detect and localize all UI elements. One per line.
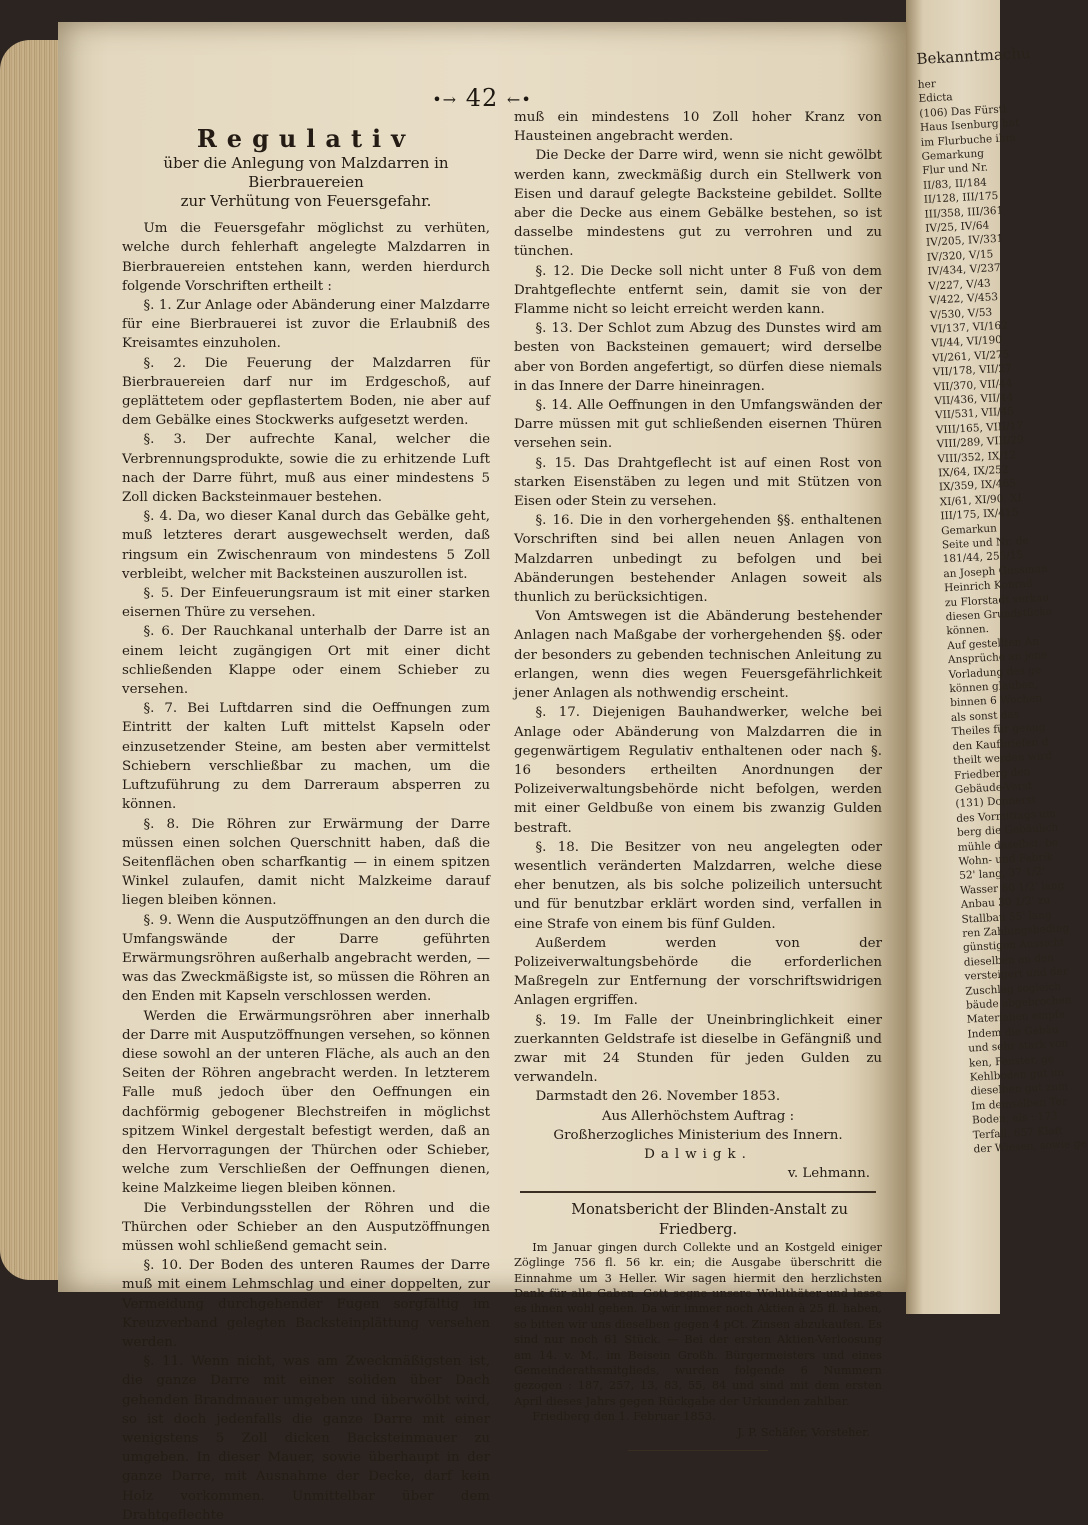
facing-page-line: den Kaufbriefen d xyxy=(952,735,1049,753)
facing-page-line: berg die Gebäulich xyxy=(956,821,1059,840)
facing-page-line: VI/261, VI/275 xyxy=(931,348,1010,365)
paragraph: §. 6. Der Rauchkanal unterhalb der Darre ist an einem leicht zugängigen Ort mit einer dicht schließenden Klappe oder einem Schieber zu versehen. xyxy=(122,624,490,698)
facing-page-line: ren Zahlungsbeding xyxy=(962,922,1070,940)
facing-page-line: IV/205, IV/331 xyxy=(925,233,1004,250)
facing-page-line: Boden, als : 173 xyxy=(971,1110,1058,1127)
right-column xyxy=(514,108,882,1451)
continuation-paragraph: muß ein mindestens 10 Zoll hoher Kranz von Hausteinen angebracht werden. xyxy=(514,110,882,145)
facing-page-heading: Bekanntmachu xyxy=(916,44,1031,68)
facing-page-line: IV/25, IV/64 xyxy=(925,219,990,235)
facing-page-line: III/358, III/361 xyxy=(924,204,1004,221)
facing-page-line: VII/436, VII/44 xyxy=(934,391,1014,408)
facing-page-line: Auf gestellten An xyxy=(946,635,1040,653)
facing-page-line: Anbau 30 1/2' zu xyxy=(960,894,1051,911)
facing-page-line: des Vormittags um xyxy=(955,807,1057,825)
facing-page-line: Seite und Nr. de xyxy=(941,534,1029,552)
authority-line-1: Aus Allerhöchstem Auftrag : xyxy=(601,1108,795,1124)
facing-page-line: Ansprüche an jene xyxy=(947,649,1048,667)
facing-page-line: Flur und Nr. xyxy=(922,161,989,178)
regulation-subtitle-1: über die Anlegung von Malzdarren in Bierbrauereien xyxy=(163,154,449,192)
facing-page-line: Gemarkun xyxy=(940,522,998,537)
facing-page-line: günstigen Aussicht xyxy=(962,936,1065,955)
regulation-subtitle-2: zur Verhütung von Feuersgefahr. xyxy=(180,192,432,211)
paragraph: §. 19. Im Falle der Uneinbringlichkeit einer zuerkannten Geldstrafe ist dieselbe in Gefängniß und zwar mit 24 Stunden für jeden Gulden zu verwandeln. xyxy=(514,1012,882,1086)
facing-page-line: her xyxy=(917,78,937,91)
facing-page-line: IX/359, IX/465 xyxy=(938,477,1017,494)
paragraph: §. 16. Die in den vorhergehenden §§. enthaltenen Vorschriften sind bei allen neuen Anlagen von Malzdarren unbedingt zu befolgen und bei Abänderungen bestehender Anlagen soweit als thunlich zu berücksichtigen. xyxy=(514,513,882,606)
paragraph: §. 17. Diejenigen Bauhandwerker, welche bei Anlage oder Abänderung von Malzdarren die in gegenwärtigem Regulativ enthaltenen oder nach §. 16 besonders ertheilten Anordnungen der Polizeiverwaltungsbehörde nicht befolgen, werden mit einer Geldbuße von einem bis zwanzig Gulden bestraft. xyxy=(514,705,882,836)
paragraph: §. 13. Der Schlot zum Abzug des Dunstes wird am besten von Backsteinen gemauert; wird derselbe aber von Borden angefertigt, so dürfen diese niemals in das Innere der Darre hineinragen. xyxy=(514,321,882,394)
facing-page-line: III/175, IX/415 xyxy=(940,506,1019,523)
facing-page-line: Zuschlag sogleich xyxy=(965,980,1062,998)
facing-page-line: V/422, V/453 xyxy=(928,291,999,307)
paragraph: Die Decke der Darre wird, wenn sie nicht gewölbt werden kann, zweckmäßig durch ein Stellwerk von Eisen und darauf gelegte Backsteine gebildet. Sollte aber die Decke aus einem Gebälke bestehen, so ist dasselbe mindestens gut zu verrohren und zu tünchen. xyxy=(514,148,882,260)
facing-page-line: Theiles für genug xyxy=(951,721,1046,739)
facing-page-line: VII/178, VII/27 xyxy=(932,362,1013,379)
paragraph: §. 18. Die Besitzer von neu angelegten oder wesentlich veränderten Malzdarren, welche diese eher benutzen, als bis solche polizeilich untersucht und für benutzbar erklärt worden sind, verfallen in eine Strafe von einem bis fünf Gulden. xyxy=(514,839,882,932)
facing-page-text xyxy=(916,44,1087,1157)
section-divider xyxy=(520,1191,876,1193)
paragraph: §. 10. Der Boden des unteren Raumes der Darre muß mit einem Lehmschlag und einer doppelten, zur Vermeidung durchgehender Fugen sorgfältig im Kreuzverband gelegten Backsteinplättung versehen werden. xyxy=(122,1258,490,1350)
regulation-title: Regulativ xyxy=(196,124,416,153)
facing-page-line: VI/137, VI/162 xyxy=(930,319,1009,336)
signer-1: Dalwigk. xyxy=(644,1146,752,1162)
paragraph: Werden die Erwärmungsröhren aber innerhalb der Darre mit Ausputzöffnungen versehen, so können diese sowohl an der unteren Fläche, als auch an den Seiten der Röhren angebracht werden. In letzterem Falle muß jedoch über den Oeffnungen ein dachförmig gebogener Blechstreifen in möglichst spitzem Winkel dergestalt befestigt werden, daß an den Hervorragungen der Thürchen oder Schieber, welche zum Verschließen der Oeffnungen dienen, keine Malzkeime liegen bleiben können. xyxy=(122,1008,490,1197)
facing-page-line: VIII/352, IX/12 xyxy=(937,448,1017,465)
facing-page-line: II/128, III/175 xyxy=(923,190,999,207)
paragraph: §. 11. Wenn nicht, was am Zweckmäßigsten ist, die ganze Darre mit einer soliden über Dach gehenden Brandmauer umgeben und überwölbt wird, so ist doch jedenfalls die ganze Darre mit einer wenigstens 5 Zoll dicken Backsteinmauer zu umgeben. In dieser Mauer, sowie überhaupt in der ganze Darre, mit Ausnahme der Decke, darf kein Holz vorkommen. Unmittelbar über dem Drahtgeflechte xyxy=(122,1354,490,1523)
facing-page-line: theilt werden wird xyxy=(952,749,1053,768)
notice-title: Monatsbericht der Blinden-Anstalt zu Friedberg. xyxy=(571,1202,848,1238)
facing-page-line: VIII/289, VIII/29 xyxy=(936,434,1025,451)
facing-page-line: ken, Fenster, ge xyxy=(968,1052,1055,1070)
notice-body xyxy=(514,1240,882,1440)
paragraph: §. 12. Die Decke soll nicht unter 8 Fuß von dem Drahtgeflechte entfernt sein, damit sie von der Flamme nicht so leicht erreicht werden kann. xyxy=(514,263,882,318)
facing-page-line: VII/370, VII/44 xyxy=(933,376,1013,394)
facing-page-line: Indem die Gebäu xyxy=(967,1023,1059,1041)
facing-page-line: IX/64, IX/252 xyxy=(937,463,1009,480)
facing-page-line: der Wiesen, sowie ge xyxy=(973,1137,1087,1156)
paragraph: §. 9. Wenn die Ausputzöffnungen an den durch die Umfangswände der Darre geführten Erwärmungsröhren außerhalb angebracht werden, — was das Zweckmäßigste ist, so müssen die Röhren an den Enden mit Kapseln verschlossen werden. xyxy=(122,912,490,1005)
facing-page-line: versteigert und der xyxy=(964,965,1069,983)
facing-page-line: Friedberg den xyxy=(953,765,1031,782)
facing-page-line: und sehr stark von xyxy=(968,1037,1069,1055)
paragraph: Die Verbindungsstellen der Röhren und die Thürchen oder Schieber an den Ausputzöffnungen müssen wohl schließend gemacht sein. xyxy=(122,1200,490,1254)
ornament-left-icon: •→ xyxy=(432,90,458,109)
facing-page-line: mühle daselbst, be xyxy=(957,836,1059,854)
facing-page-line: Terfall, 657 Klaft xyxy=(972,1124,1063,1142)
facing-page-line: dieselben gut zum xyxy=(970,1080,1069,1098)
facing-page-line: VII/531, VII/45 xyxy=(934,405,1015,422)
facing-page-line: Kehlboden gut un xyxy=(969,1066,1065,1084)
facing-page-line: Haus Isenburg hat xyxy=(919,116,1020,135)
facing-page-line: V/530, V/53 xyxy=(929,305,993,322)
page-number-value: 42 xyxy=(465,84,499,112)
facing-page-line: Wasser 60 1/2' lang xyxy=(959,879,1065,897)
paragraph: §. 8. Die Röhren zur Erwärmung der Darre müssen einen solchen Querschnitt haben, daß die Seitenflächen oben scharfkantig — in einem spitzen Winkel zulaufen, damit nicht Malzkeime darauf liegen bleiben können. xyxy=(122,816,490,909)
facing-page-line: Materialien empfe xyxy=(966,1008,1066,1027)
facing-page-line: 52' lang, 37 1/2' xyxy=(958,865,1046,883)
facing-page-line: können. xyxy=(946,623,990,638)
facing-page-line: (106) Das Fürstl. xyxy=(919,103,1010,120)
facing-page xyxy=(906,0,1087,1314)
facing-page-line: (131) Donnerst xyxy=(955,794,1037,811)
facing-page-line: Im demselben Ter xyxy=(971,1095,1068,1113)
paragraph: §. 2. Die Feuerung der Malzdarren für Bierbrauereien darf nur im Erdgeschoß, auf geplättetem oder gepflastertem Boden, nie aber auf dem Gebälke eines Stockwerks aufgesetzt werden. xyxy=(122,355,490,429)
signer-2: v. Lehmann. xyxy=(787,1166,870,1182)
facing-page-line: XI/61, XI/90, XI xyxy=(939,491,1022,509)
facing-page-line: im Flurbuche ihm xyxy=(920,131,1016,149)
facing-page-line: zu Florstadt verkau xyxy=(944,591,1050,609)
facing-page-line: Edicta xyxy=(918,91,953,106)
facing-page-line: Stallbau 55' lang xyxy=(961,908,1052,926)
end-divider xyxy=(628,1450,768,1451)
paragraph: Außerdem werden von der Polizeiverwaltungsbehörde die erforderlichen Maßregeln zur Entfernung der vorschriftswidrigen Anlagen ergriffen. xyxy=(514,935,882,1009)
facing-page-line: können glauben, xyxy=(949,678,1039,696)
facing-page-line: IV/320, V/15 xyxy=(926,248,994,264)
notice-signer: J. P. Schäfer, Vorsteher. xyxy=(737,1424,870,1439)
paragraph: §. 1. Zur Anlage oder Abänderung einer Malzdarre für eine Bierbrauerei ist zuvor die Erlaubniß des Kreisamtes einzuholen. xyxy=(122,298,490,352)
facing-page-line: bäude abgebrochen xyxy=(965,994,1072,1012)
facing-page-line: diesen Grundstücke xyxy=(945,605,1053,624)
facing-page-line: V/227, V/43 xyxy=(928,277,991,293)
facing-page-line: Wohn- und Fabrik xyxy=(958,850,1054,868)
book-page xyxy=(58,22,906,1523)
authority-line-2: Großherzogliches Ministerium des Innern. xyxy=(553,1127,843,1143)
facing-page-line: IV/434, V/237 xyxy=(927,262,1002,278)
facing-page-line: an Joseph Gussman xyxy=(943,562,1048,581)
regulation-date: Darmstadt den 26. November 1853. xyxy=(535,1089,781,1105)
paragraph: §. 5. Der Einfeuerungsraum ist mit einer starken eisernen Thüre zu versehen. xyxy=(122,586,490,621)
paragraph: §. 4. Da, wo dieser Kanal durch das Gebälke geht, muß letzteres derart ausgewechselt werden, daß ringsum ein Zwischenraum von mindestens 5 Zoll verbleibt, welcher mit Backsteinen auszurollen ist. xyxy=(122,509,490,582)
paragraph: §. 7. Bei Luftdarren sind die Oeffnungen zum Eintritt der kalten Luft mittelst Kapseln oder einzusetzender Steine, am besten aber vermittelst Schiebern verschließbar zu machen, um die Luftzuführung zu dem Darreraum absperren zu können. xyxy=(122,701,490,813)
paragraph: §. 14. Alle Oeffnungen in den Umfangswänden der Darre müssen mit gut schließenden eisernen Thüren versehen sein. xyxy=(514,398,882,452)
ornament-right-icon: ←• xyxy=(506,90,532,109)
notice-text: Im Januar gingen durch Collekte und an Kostgeld einiger Zöglinge 756 fl. 56 kr. ein; die Ausgabe überschritt die Einnahme um 3 Heller. Wir sagen hiermit den herzlichsten Dank für alle Gaben. Gott segne unsere Wohlthäter und lasse es ihnen wohl gehen. Da wir immer noch Aktien à 25 fl. haben, so bitten wir uns dieselben gegen 4 pCt. Zinsen abzukaufen. Es sind nur noch 61 Stück. — Bei der ersten Aktien-Verloosung am 14. v. M., im Beisein Großh. Bürgermeisters und eines Gemeinderathsmitglieds, wurden folgende 6 Nummern gezogen : 187, 257, 13, 83, 55, 84 und sind mit dem ersten April dieses Jahrs gegen Rückgabe der Urkunden zahlbar. xyxy=(514,1239,882,1408)
paragraph: Um die Feuersgefahr möglichst zu verhüten, welche durch fehlerhaft angelegte Malzdarren in Bierbrauereien entstehen kann, werden hierdurch folgende Vorschriften ertheilt : xyxy=(122,221,490,294)
facing-page-line: Gemarkung xyxy=(921,147,985,163)
facing-page-line: Vorladung des ge xyxy=(948,663,1042,681)
facing-page-line: als sonst das xyxy=(950,708,1020,724)
facing-page-line: Gebäude-Verst xyxy=(954,779,1033,796)
paragraph: §. 3. Der aufrechte Kanal, welcher die Verbrennungsprodukte, sowie die zu erhitzende Luft nach der Darre führt, muß aus einer mindestens 5 Zoll dicken Backsteinmauer bestehen. xyxy=(122,432,490,506)
facing-page-line: binnen 6 Wochen xyxy=(949,692,1043,710)
facing-page-line: 181/44, 255/15 xyxy=(942,549,1024,566)
notice-date: Friedberg den 1. Februar 1853. xyxy=(532,1409,716,1424)
facing-page-line: VI/44, VI/190 xyxy=(931,334,1003,350)
facing-page-line: VIII/165, VIII/17 xyxy=(935,419,1024,437)
facing-page-line: Heinrich Konrad xyxy=(943,577,1033,595)
facing-page-line: dieselben an den xyxy=(963,951,1055,969)
paragraph: §. 15. Das Drahtgeflecht ist auf einen Rost von starken Eisenstäben zu legen und mit Stützen von Eisen oder Stein zu versehen. xyxy=(514,455,882,510)
facing-page-line: II/83, II/184 xyxy=(922,176,988,192)
left-column xyxy=(122,125,490,1525)
paragraph: Von Amtswegen ist die Abänderung bestehender Anlagen nach Maßgabe der vorhergehenden §§. oder der besonders zu gebenden technischen Anleitung zu erlangen, wenn dies wegen Feuersgefährlichkeit jener Anlagen als nothwendig erscheint. xyxy=(514,609,882,702)
